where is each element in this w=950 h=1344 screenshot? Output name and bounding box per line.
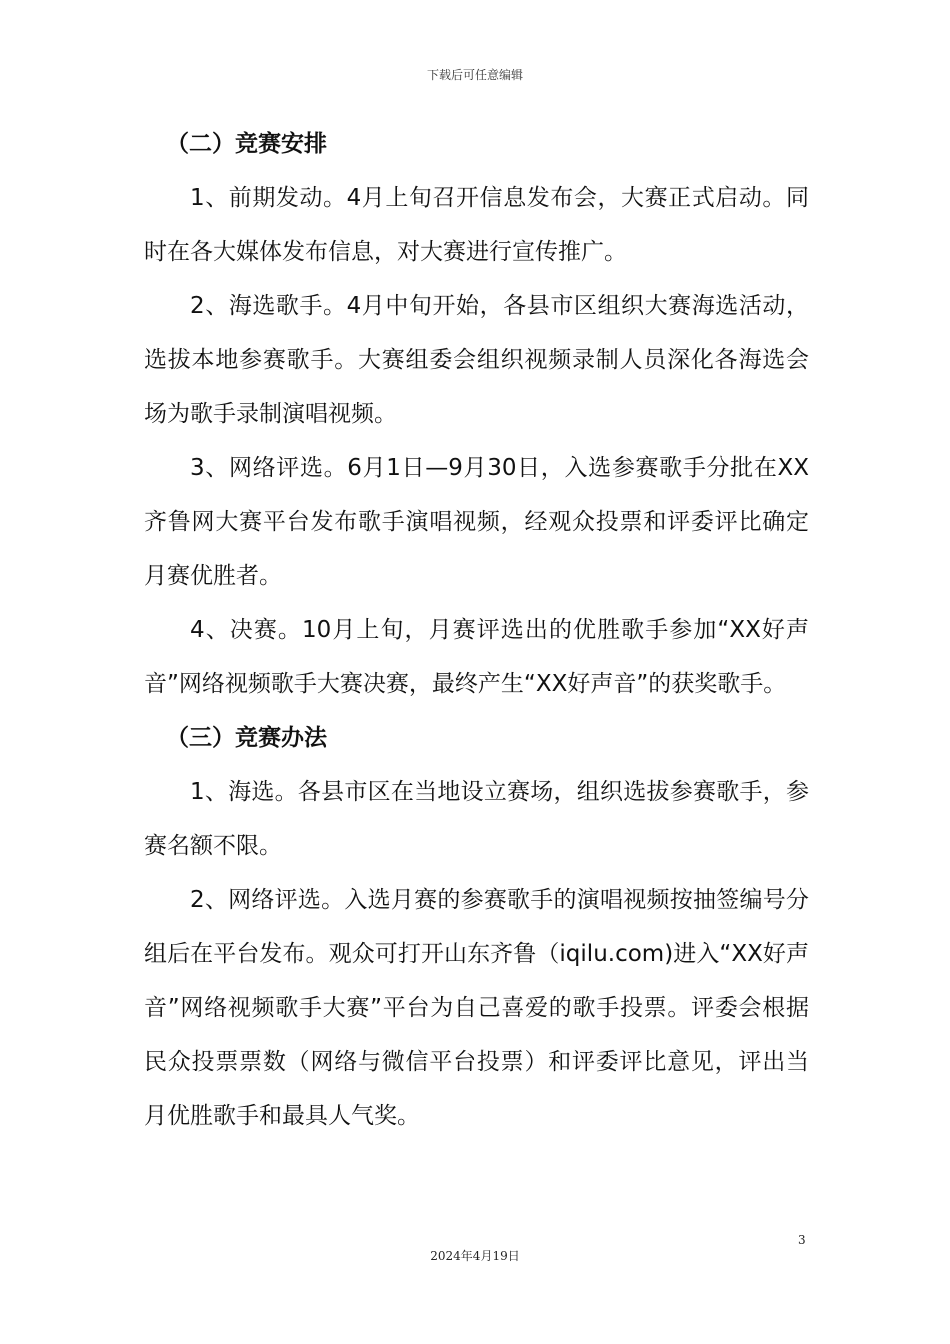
- section-heading: （二）竞赛安排: [166, 131, 327, 157]
- paragraph: 2、海选歌手。4月中旬开始，各县市区组织大赛海选活动，选拔本地参赛歌手。大赛组委会组织视频录制人员深化各海选会场为歌手录制演唱视频。: [144, 293, 809, 427]
- document-body: [144, 117, 809, 1143]
- paragraph: 1、前期发动。4月上旬召开信息发布会，大赛正式启动。同时在各大媒体发布信息，对大赛进行宣传推广。: [144, 185, 809, 265]
- footer-date: 2024年4月19日: [430, 1249, 520, 1263]
- section-competition-method: [144, 711, 809, 1143]
- header-note: 下载后可任意编辑: [426, 68, 523, 82]
- paragraph: 2、网络评选。入选月赛的参赛歌手的演唱视频按抽签编号分组后在平台发布。观众可打开山东齐鲁（iqilu.com)进入“XX好声音”网络视频歌手大赛”平台为自己喜爱的歌手投票。评委会根据民众投票票数（网络与微信平台投票）和评委评比意见，评出当月优胜歌手和最具人气奖。: [144, 887, 809, 1129]
- paragraph: 3、网络评选。6月1日—9月30日，入选参赛歌手分批在XX齐鲁网大赛平台发布歌手演唱视频，经观众投票和评委评比确定月赛优胜者。: [144, 455, 809, 589]
- section-competition-schedule: [144, 117, 809, 711]
- page-number: 3: [798, 1233, 806, 1247]
- paragraph: 4、决赛。10月上旬，月赛评选出的优胜歌手参加“XX好声音”网络视频歌手大赛决赛，最终产生“XX好声音”的获奖歌手。: [144, 617, 809, 697]
- section-heading: （三）竞赛办法: [166, 725, 327, 751]
- paragraph: 1、海选。各县市区在当地设立赛场，组织选拔参赛歌手，参赛名额不限。: [144, 779, 809, 859]
